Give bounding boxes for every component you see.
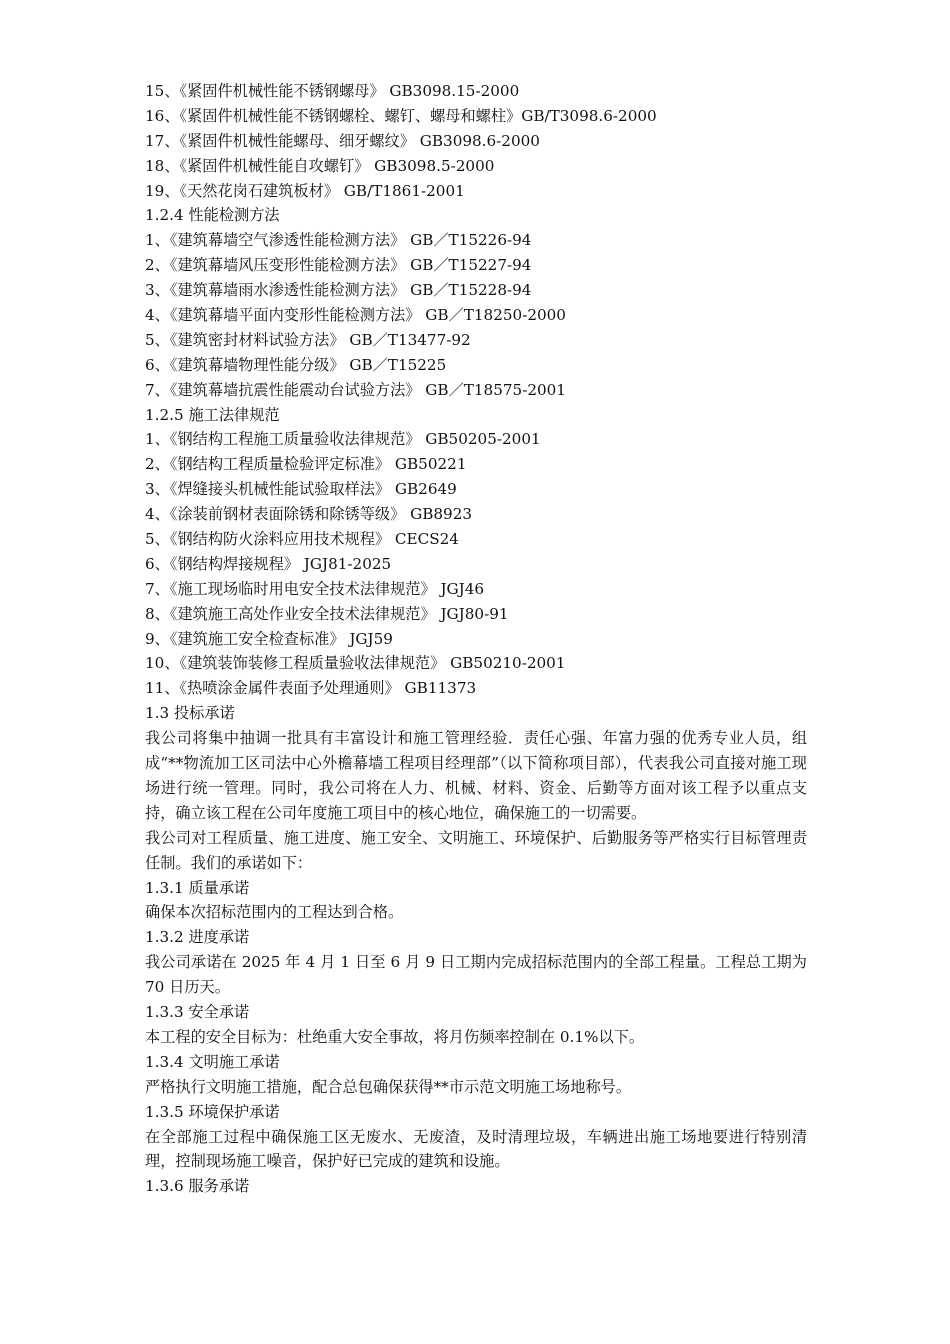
standard-item: 19、《天然花岗石建筑板材》 GB/T1861-2001 <box>145 181 465 200</box>
standard-item: 8、《建筑施工高处作业安全技术法律规范》 JGJ80-91 <box>145 604 509 623</box>
standard-item: 16、《紧固件机械性能不锈钢螺栓、螺钉、螺母和螺柱》GB/T3098.6-2000 <box>145 106 657 125</box>
standard-item: 7、《施工现场临时用电安全技术法律规范》 JGJ46 <box>145 579 485 598</box>
section-heading: 1.3.3 安全承诺 <box>145 1003 250 1022</box>
section-heading: 1.3.6 服务承诺 <box>145 1177 250 1196</box>
standard-item: 5、《钢结构防火涂料应用技术规程》 CECS24 <box>145 530 459 549</box>
standard-item: 4、《建筑幕墙平面内变形性能检测方法》 GB／T18250-2000 <box>145 306 566 325</box>
standard-item: 11、《热喷涂金属件表面予处理通则》 GB11373 <box>145 679 477 698</box>
body-paragraph: 我公司将集中抽调一批具有丰富设计和施工管理经验．责任心强、年富力强的优秀专业人员，组成“**物流加工区司法中心外檐幕墙工程项目经理部”（以下简称项目部），代表我公司直接对施工现场进行统一管理。同时，我公司将在人力、机械、材料、资金、后勤等方面对该工程予以重点支持，确立该工程在公司年度施工项目中的核心地位，确保施工的一切需要。 <box>145 729 807 822</box>
standard-item: 15、《紧固件机械性能不锈钢螺母》 GB3098.15-2000 <box>145 82 520 100</box>
section-heading: 1.3.2 进度承诺 <box>145 928 250 947</box>
standard-item: 7、《建筑幕墙抗震性能震动台试验方法》 GB／T18575-2001 <box>145 380 566 399</box>
section-heading: 1.2.4 性能检测方法 <box>145 206 280 225</box>
standard-item: 1、《钢结构工程施工质量验收法律规范》 GB50205-2001 <box>145 430 541 449</box>
standard-item: 5、《建筑密封材料试验方法》 GB／T13477-92 <box>145 330 471 349</box>
body-paragraph: 我公司对工程质量、施工进度、施工安全、文明施工、环境保护、后勤服务等严格实行目标管理责任制。我们的承诺如下： <box>145 828 807 872</box>
standard-item: 6、《钢结构焊接规程》 JGJ81-2025 <box>145 554 392 573</box>
standard-item: 3、《建筑幕墙雨水渗透性能检测方法》 GB／T15228-94 <box>145 281 532 300</box>
section-heading: 1.3 投标承诺 <box>145 704 235 723</box>
section-heading: 1.3.5 环境保护承诺 <box>145 1102 280 1121</box>
body-paragraph: 确保本次招标范围内的工程达到合格。 <box>145 903 404 922</box>
standard-item: 10、《建筑装饰装修工程质量验收法律规范》 GB50210-2001 <box>145 654 566 673</box>
standard-item: 1、《建筑幕墙空气渗透性能检测方法》 GB／T15226-94 <box>145 231 532 250</box>
standard-item: 9、《建筑施工安全检查标准》 JGJ59 <box>145 629 393 648</box>
section-heading: 1.3.1 质量承诺 <box>145 878 250 897</box>
section-heading: 1.2.5 施工法律规范 <box>145 405 280 424</box>
standard-item: 2、《建筑幕墙风压变形性能检测方法》 GB／T15227-94 <box>145 256 532 275</box>
standard-item: 3、《焊缝接头机械性能试验取样法》 GB2649 <box>145 480 457 499</box>
standard-item: 2、《钢结构工程质量检验评定标准》 GB50221 <box>145 455 467 474</box>
standard-item: 4、《涂装前钢材表面除锈和除锈等级》 GB8923 <box>145 505 473 524</box>
standard-item: 6、《建筑幕墙物理性能分级》 GB／T15225 <box>145 355 447 374</box>
standard-item: 17、《紧固件机械性能螺母、细牙螺纹》 GB3098.6-2000 <box>145 131 540 150</box>
document-page <box>145 79 807 1199</box>
body-paragraph: 我公司承诺在 2025 年 4 月 1 日至 6 月 9 日工期内完成招标范围内的全部工程量。工程总工期为 70 日历天。 <box>145 953 807 997</box>
standard-item: 18、《紧固件机械性能自攻螺钉》 GB3098.5-2000 <box>145 156 495 175</box>
body-paragraph: 本工程的安全目标为：杜绝重大安全事故，将月伤频率控制在 0.1%以下。 <box>145 1027 645 1046</box>
section-heading: 1.3.4 文明施工承诺 <box>145 1052 280 1071</box>
body-paragraph: 严格执行文明施工措施，配合总包确保获得**市示范文明施工场地称号。 <box>145 1077 631 1096</box>
body-paragraph: 在全部施工过程中确保施工区无废水、无废渣，及时清理垃圾，车辆进出施工场地要进行特别清理，控制现场施工噪音，保护好已完成的建筑和设施。 <box>145 1127 807 1171</box>
